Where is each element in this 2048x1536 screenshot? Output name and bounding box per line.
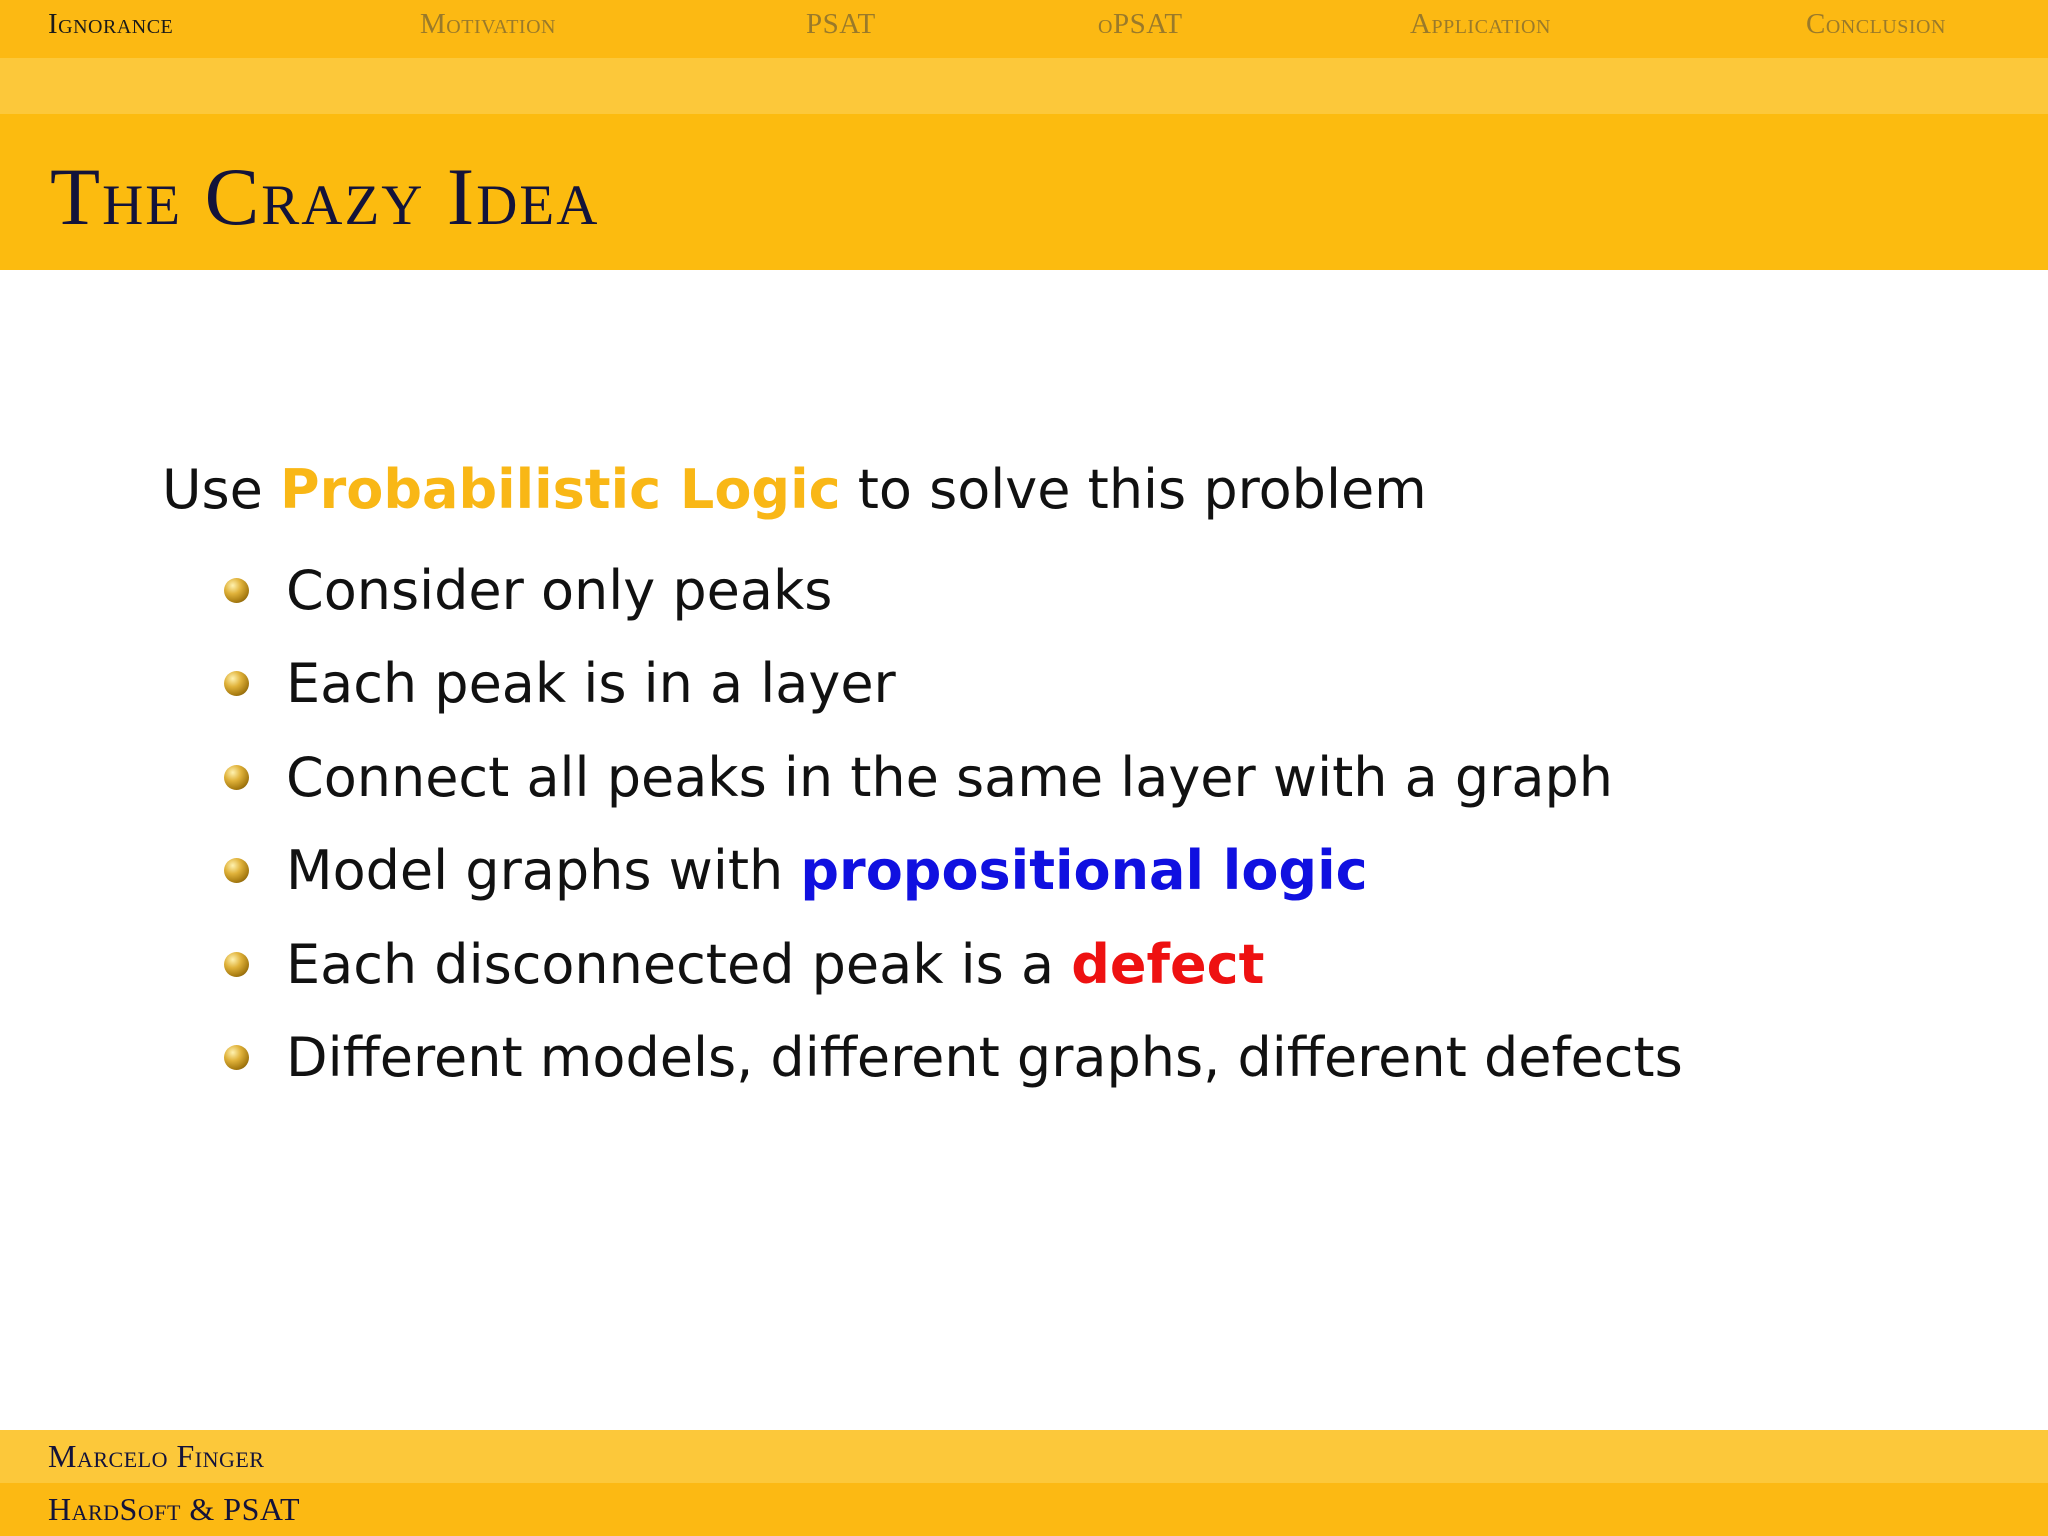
footer-talk-bar xyxy=(0,1483,2048,1536)
list-item xyxy=(162,1011,1683,1104)
list-item xyxy=(162,544,1683,637)
nav-item-conclusion[interactable]: Conclusion xyxy=(1806,8,1946,40)
list-item xyxy=(162,731,1683,824)
bullet-text: Each peak is in a layer xyxy=(286,652,896,716)
bullet-ball-icon xyxy=(224,1045,249,1070)
bullet-ball-icon xyxy=(224,765,249,790)
footer-author: Marcelo Finger xyxy=(48,1438,265,1474)
lead-highlight: Probabilistic Logic xyxy=(280,458,841,521)
bullet-ball-icon xyxy=(224,952,249,977)
bullet-text: Each disconnected peak is a xyxy=(286,932,1072,996)
nav-item-ignorance[interactable]: Ignorance xyxy=(48,8,174,40)
list-item xyxy=(162,918,1683,1011)
subsection-nav-bar xyxy=(0,58,2048,114)
bullet-highlight-defect: defect xyxy=(1071,932,1265,996)
bullet-ball-icon xyxy=(224,578,249,603)
bullet-ball-icon xyxy=(224,671,249,696)
bullet-ball-icon xyxy=(224,858,249,883)
nav-item-psat[interactable]: PSAT xyxy=(806,8,876,40)
bullet-highlight-propositional-logic: propositional logic xyxy=(800,839,1368,903)
bullet-text: Model graphs with xyxy=(286,839,801,903)
nav-item-application[interactable]: Application xyxy=(1410,8,1551,40)
lead-sentence xyxy=(162,450,1683,530)
slide-title: The Crazy Idea xyxy=(50,151,600,242)
bullet-text: Different models, different graphs, different defects xyxy=(286,1025,1683,1089)
lead-text-after: to solve this problem xyxy=(840,458,1427,521)
slide-content xyxy=(162,450,1683,1104)
footer-talk-title: HardSoft & PSAT xyxy=(48,1491,301,1527)
nav-item-opsat[interactable]: oPSAT xyxy=(1098,8,1183,40)
bullet-text: Consider only peaks xyxy=(286,559,833,622)
list-item xyxy=(162,824,1683,917)
section-nav-bar xyxy=(0,0,2048,58)
footer-author-bar xyxy=(0,1430,2048,1483)
lead-text-before: Use xyxy=(162,458,281,521)
bullet-list xyxy=(162,544,1683,1104)
list-item xyxy=(162,637,1683,730)
bullet-text: Connect all peaks in the same layer with a graph xyxy=(286,745,1613,809)
nav-item-motivation[interactable]: Motivation xyxy=(420,8,556,40)
